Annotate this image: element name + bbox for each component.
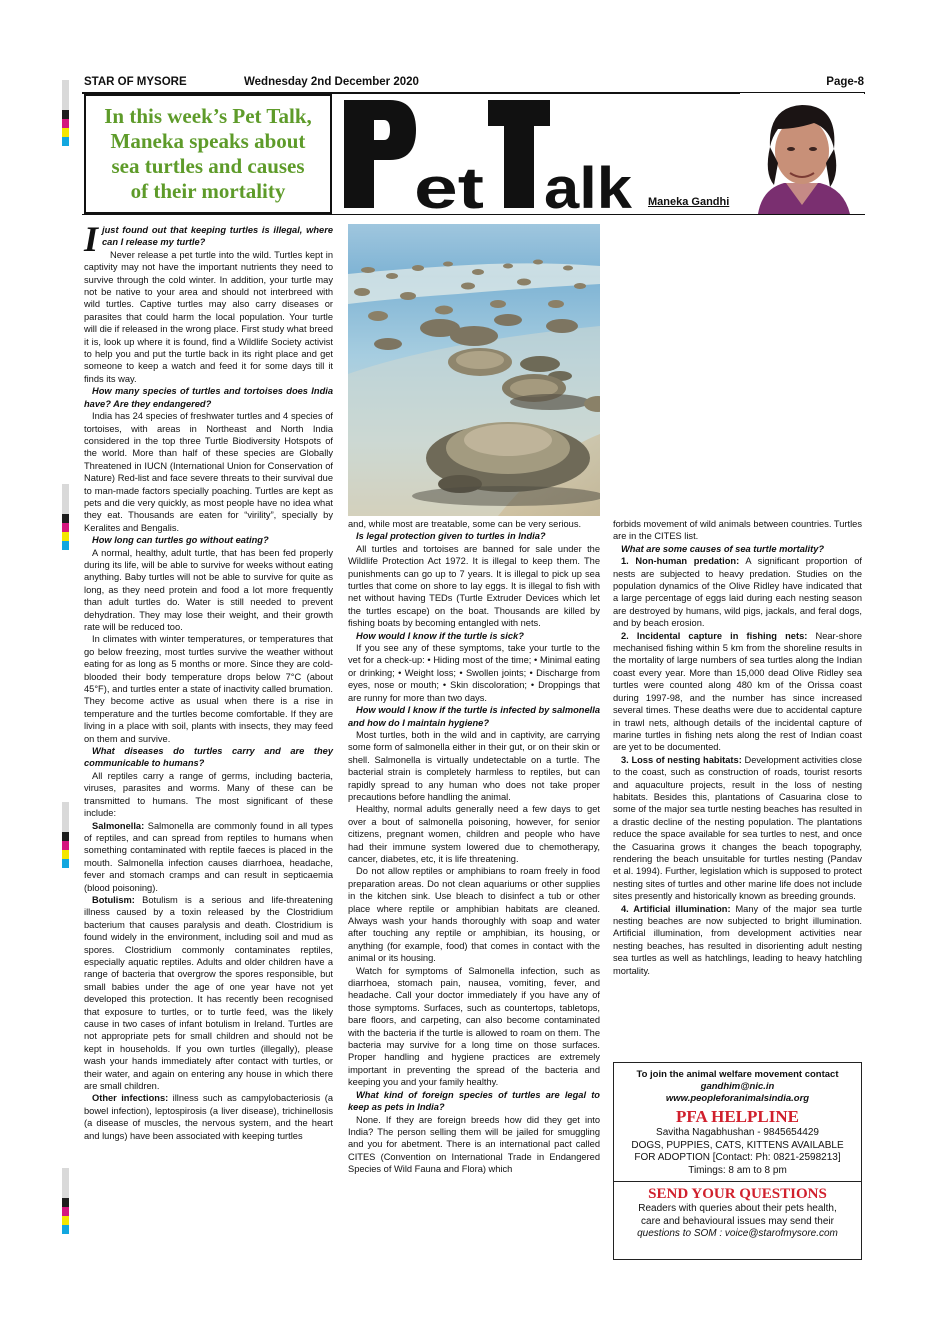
article-column-2 [348,518,600,1176]
logo-letters-et: et [414,156,484,214]
page-number: Page-8 [826,76,864,88]
paragraph: A normal, healthy, adult turtle, that has been fed properly during its life, will be able to survive for weeks without eating anything. Baby turtles will not be able to survive for quite as long, as they need protein and food a lot more frequently than adult turtles do. Water is still needed to prevent dehydration. They may lose their weight, and their growth rate will be reduced too. [84,547,333,632]
publication-name: STAR OF MYSORE [84,76,187,88]
registration-strip [62,80,69,146]
question: Ijust found out that keeping turtles is illegal, where can I release my turtle? [84,219,333,259]
logo-letter-p [344,100,416,208]
registration-strip [62,484,69,550]
question: Is legal protection given to turtles in India? [356,531,546,542]
headline-line: Maneka speaks about [110,129,306,153]
send-questions-title: SEND YOUR QUESTIONS [648,1186,827,1202]
issue-date: Wednesday 2nd December 2020 [244,76,419,88]
paragraph: None. If they are foreign breeds how did they get into India? The person selling them will be jailed for smuggling and you for abetment. There is an international pact called CITES (Convention on International Trade in Endangered Species of Wild Fauna and Flora) which [348,1114,600,1175]
contact-email[interactable]: gandhim@nic.in [700,1081,775,1092]
divider [614,1181,861,1182]
helpline-title: PFA HELPLINE [676,1107,799,1126]
article-column-3 [613,518,862,977]
join-text: To join the animal welfare movement contact [636,1069,839,1080]
question: What are some causes of sea turtle mortality? [621,543,825,554]
question: How long can turtles go without eating? [92,535,269,546]
send-questions-text: care and behavioural issues may send their [641,1215,834,1227]
adoption-line: DOGS, PUPPIES, CATS, KITTENS AVAILABLE [631,1139,844,1151]
question: How would I know if the turtle is infected by salmonella and how do I maintain hygiene? [348,705,600,728]
masthead [84,76,864,92]
paragraph: Do not allow reptiles or amphibians to roam freely in food preparation areas. Do not clean aquariums or other supplies in the kitchen sink. Use bleach to disinfect a tub or other place where reptile or amphibian habitats are cleaned. Always wash your hands thoroughly with soap and water after touching any reptile or amphibian, its housing, or anything (for example, food) that comes in contact with the animal or its housing. [348,866,600,964]
paragraph: Never release a pet turtle into the wild. Turtles kept in captivity may not have the important nutrients they need to survive through the cold winter. In addition, your turtle may not be native to your area and should not interbreed with wild turtles. Captive turtles may also carry diseases or parasites that could harm the local population. Your turtle will die if released in the wrong place. First study what breed it is, look up where it is found, find a Wildlife Society activist to help you and put the turtle back in its right place and get someone to keep a watch and feed it for some days till it finds its way. [84,249,333,384]
paragraph: 4. Artificial illumination: Many of the major sea turtle nesting beaches are now subjected to bright illumination. Artificial illumination, from development activities near nesting beaches, has resulted in disorienting adult nesting sea turtles as well as hatchlings, leading to heavy hatchling mortality. [613,903,863,976]
logo-letters-alk: alk [544,156,633,214]
byline: Maneka Gandhi [648,196,730,208]
paragraph: India has 24 species of freshwater turtles and 4 species of tortoises, with areas in Northeast and North India considered in the top three Turtle Biodiversity Hotspots of the world. More than half of these species are Globally Threatened in IUCN (International Union for Conservation of Nature) Red-list and face severe threats to their survival due to man-made factors specially poaching. Turtles are kept as pets and die very quickly, as most people have no idea what they eat. Thousands are eaten for “virility”, specially by Keralites and Bengalis. [84,411,333,533]
registration-strip [62,1168,69,1234]
headline-box [84,94,332,214]
question: How many species of turtles and tortoises does India have? Are they endangered? [84,386,333,409]
paragraph: 2. Incidental capture in fishing nets: Near-shore mechanised fishing within 5 km from the shoreline results in the mortality of large numbers of sea turtles along the Indian coast every year. More than 15,000 dead Olive Ridley sea turtles were counted along 480 km of the Orissa coast during 1997-98, and the number has since increased several times. These deaths were due to accidental capture in trawl nets, although details of the incidental capture of marine turtles in fishing nets along the rest of Indian coast are yet to be documented. [613,630,862,753]
paragraph: Other infections: illness such as campylobacteriosis (a bowel infection), leptospirosis (a liver disease), trichinellosis (a disease of muscles, the nervous system, and the heart and lungs) have been associated with keeping turtles [84,1093,333,1141]
send-questions-email[interactable]: questions to SOM : voice@starofmysore.com [637,1228,838,1239]
paragraph: Salmonella: Salmonella are commonly found in all types of reptiles, and can spread from reptiles to humans when something contaminated with reptile faeces is placed in the mouth. Salmonella infection causes diarrhoea, headache, fever and stomach cramps and can result in septicaemia (blood poisoning). [84,820,333,893]
question: What diseases do turtles carry and are they communicable to humans? [84,746,333,769]
question: What kind of foreign species of turtles are legal to keep as pets in India? [348,1089,600,1113]
paragraph: and, while most are treatable, some can be very serious. [348,519,582,529]
paragraph: In climates with winter temperatures, or temperatures that go below freezing, most turtles survive the weather without eating for as long as 5 months or more. Since they are cold-blooded their body temperature drops below 7°C (about 45°F), and turtles enter a state of inactivity called brumation. They become active as usual when there is a rise in temperature and the turtles become comfortable. If they are living in a place with soil, plants with insects, they may feed on them and survive. [84,634,333,744]
column-logo [338,92,638,214]
headline-line: of their mortality [130,179,286,203]
paragraph: forbids movement of wild animals between countries. Turtles are in the CITES list. [613,519,862,542]
logo-letter-t [488,100,550,208]
paragraph: If you see any of these symptoms, take your turtle to the vet for a check-up: • Hiding most of the time; • Minimal eating or drinking; • Weight loss; • Swollen joints; • Discharge from eyes, nose or mouth; • Skin discoloration; • Droppings that are runny for more than two days. [348,643,600,703]
info-box [613,1062,862,1260]
paragraph: Most turtles, both in the wild and in captivity, are carrying some form of salmonella either in their gut, or on their skin or shell. Salmonella is virtually undetectable on a turtle. The bacterial strain is completely harmless to reptiles, but can rapidly spread to any human who does not take proper precautions before handling the animal. [348,729,600,802]
question: How would I know if the turtle is sick? [356,630,524,641]
website-link[interactable]: www.peopleforanimalsindia.org [665,1093,810,1104]
paragraph: 1. Non-human predation: A significant proportion of nests are subjected to heavy predation. Studies on the population dynamics of the Olive Ridley have indicated that a large percentage of eggs laid during each nesting season are destroyed by humans, wild pigs, jackals, and feral dogs, and by beach erosion. [613,556,862,629]
author-photo [740,93,864,214]
helpline-timings: Timings: 8 am to 8 pm [688,1164,787,1176]
send-questions-text: Readers with queries about their pets health, [638,1203,837,1214]
headline-line: In this week’s Pet Talk, [104,104,312,128]
header-rule [82,214,865,215]
paragraph: Botulism: Botulism is a serious and life-threatening illness caused by a toxin released by the Clostridium bacterium that causes paralysis and death. Clostridium is found widely in the environment, including soil and mud as spores. Clostridium commonly contaminates reptiles, especially aquatic reptiles. Adults and older children have a range of bacteria that overgrow the spores responsible, but small babies under the age of one year have not yet developed this protection. It has recently been recognised that exposure to turtles, or to turtle feed, was the likely cause in two cases of infant botulism in Ireland. Turtles are not appropriate pets for small children and should not be kept in households. If you own turtles (illegally), please wash your hands immediately after contact with turtles, or their water, and again on entering any house in which there are small children. [84,894,333,1092]
paragraph: All reptiles carry a range of germs, including bacteria, viruses, parasites and worms. Many of these can be transmitted to humans. The most significant of these include: [84,770,333,819]
article-column-1 [84,219,333,1142]
paragraph: 3. Loss of nesting habitats: Development activities close to the coast, such as construction of roads, tourist resorts and aquaculture projects, result in the loss of nesting habitats. Besides this, plantations of Casuarina close to some of the major sea turtle nesting beaches has resulted in a drastic decline of the nesting population. The plantations reduce the space available for sea turtles to nest, and once the Casuarina grows it changes the beach topography, rendering the beach unsuitable for turtles nesting (Pandav et al. 1994). Further, legislation which is supposed to protect nesting sites of turtles and other marine life does not include sites presently and historically known as breeding grounds. [613,754,863,902]
helpline-contact: Savitha Nagabhushan - 9845654429 [656,1127,819,1138]
adoption-line: FOR ADOPTION [Contact: Ph: 0821-2598213] [634,1152,841,1163]
registration-strip [62,802,69,868]
paragraph: Healthy, normal adults generally need a few days to get over a bout of salmonella poisoning, however, for senior citizens, pregnant women, children and people who have had their immune system lowered due to chemotherapy, cancer, diabetes, etc, it is life threatening. [348,804,600,864]
paragraph: All turtles and tortoises are banned for sale under the Wildlife Protection Act 1972. It is illegal to keep them. The punishments can go up to 7 years. It is illegal to pick up sea turtles that come on shore to lay eggs. It is illegal to fish with net without having TEDs (Turtle Extruder Devices which let the turtles escape) on the boat. Thousands are killed by fishing boats by becoming entangled with nets. [348,543,600,629]
headline-line: sea turtles and causes [111,154,305,178]
paragraph: Watch for symptoms of Salmonella infection, such as diarrhoea, stomach pain, nausea, vomiting, fever, and headache. Call your doctor immediately if you have any of those symptoms. Surfaces, such as countertops, tabletops, bare floors, and carpeting, can also become contaminated with the bacteria if the turtle is allowed to roam on them. The bacteria may survive for a long time on those surfaces. Proper handling and hygiene practices are extremely important in preventing the spread of the bacteria and keeping you and your family healthy. [348,965,600,1088]
drop-cap: I [84,219,99,259]
sea-turtles-photo [348,224,600,516]
